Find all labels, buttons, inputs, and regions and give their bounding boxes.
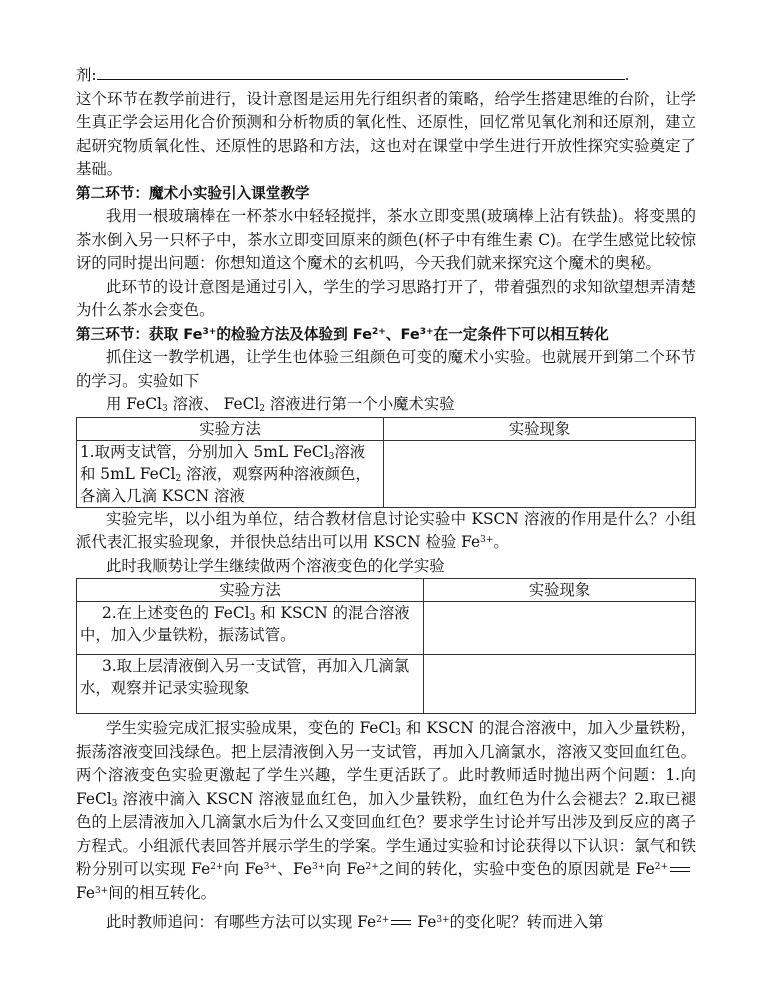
text-part: 。 <box>493 533 509 551</box>
text-part: Fe <box>76 883 95 902</box>
table-header-row <box>77 579 696 602</box>
subscript: 3 <box>328 451 335 462</box>
heading-part: 的检验方法及体验到 Fe <box>216 325 373 343</box>
subscript: 3 <box>249 613 256 623</box>
label-prefix: 剂: <box>76 66 97 84</box>
text-part: 此时教师追问：有哪些方法可以实现 Fe <box>106 913 377 931</box>
subscript: 3 <box>395 728 401 738</box>
text-part: 间的相互转化。 <box>108 883 216 902</box>
text-part: 1.取两支试管，分别加入 5mL FeCl <box>80 442 329 461</box>
text-part: 溶液进行第一个小魔术实验 <box>265 395 455 413</box>
table-header-row <box>77 417 696 440</box>
table-header-result: 实验现象 <box>384 417 696 440</box>
section2-paragraph-1: 我用一根玻璃棒在一杯茶水中轻轻搅拌，茶水立即变黑(玻璃棒上沾有铁盐)。将变黑的茶水倒入另一只杯子中，茶水立即变回原来的颜色(杯子中有维生素 C)。在学生感觉比较惊讶的同时提出问题：你想知道这个魔术的玄机吗，今天我们就来探究这个魔术的奥秘。 <box>76 207 696 272</box>
experiment-table-2 <box>76 578 696 714</box>
text-part: Fe <box>417 913 437 931</box>
text-part: 实验完毕，以小组为单位，结合教材信息讨论实验中 KSCN 溶液的作用是什么？小组派代表汇报实验现象，并很快总结出可以用 KSCN 检验 Fe <box>76 509 696 551</box>
subscript: 3 <box>161 404 168 414</box>
heading-part: 第三环节：获取 Fe <box>76 325 203 343</box>
heading-part: 在一定条件下可以相互转化 <box>433 325 609 343</box>
text-part: 和 KSCN 的混合溶液中，加入少量铁粉，振荡试管。 <box>80 604 410 644</box>
charge-sup: 3+ <box>263 862 277 872</box>
charge-sup: 3+ <box>419 326 434 337</box>
method-cell <box>77 655 424 714</box>
text-part: 向 Fe <box>223 860 264 878</box>
result-cell <box>424 655 696 714</box>
text-part: 溶液和 5mL FeCl <box>80 442 366 483</box>
experiment-table-1 <box>76 417 696 508</box>
text-part: 2.在上述变色的 FeCl <box>102 604 250 622</box>
section3-paragraph-6 <box>76 911 696 935</box>
text-part: 溶液、 FeCl <box>167 395 260 413</box>
subscript: 2 <box>259 404 266 414</box>
table-header-method: 实验方法 <box>77 417 384 440</box>
table-row <box>77 440 696 507</box>
charge-sup: 3+ <box>311 862 326 872</box>
charge-sup: 3+ <box>480 535 494 545</box>
text-part: 和 KSCN 的混合溶液中，加入少量铁粉，振荡溶液变回浅绿色。把上层清液倒入另一支试管，再加入几滴氯水，溶液又变回血红色。两个溶液变色实验更激起了学生兴趣，学生更活跃了。此时教师适时抛出两个问题：1.向 FeCl <box>76 719 696 808</box>
section2-heading: 第二环节：魔术小实验引入课堂教学 <box>76 184 310 202</box>
blank-underline <box>97 65 625 80</box>
equilibrium-arrow-icon <box>670 865 690 875</box>
table-header-result: 实验现象 <box>424 579 696 602</box>
text-part: 向 Fe <box>325 860 366 878</box>
charge-sup: 2+ <box>365 862 379 872</box>
text-part: 3.取上层清液倒入另一支试管，再加入几滴氯水，观察并记录实验现象 <box>80 657 410 697</box>
section3-paragraph-1: 抓住这一教学机遇，让学生也体验三组颜色可变的魔术小实验。也就展开到第二个环节的学习。实验如下 <box>76 348 696 390</box>
charge-sup: 2+ <box>372 326 386 337</box>
result-cell <box>384 440 696 507</box>
section3-paragraph-2 <box>76 393 696 417</box>
text-part: 溶液，观察两种溶液颜色，各滴入几滴 KSCN 溶液 <box>80 464 371 505</box>
equilibrium-arrow-icon <box>391 918 411 928</box>
table-row <box>77 602 696 655</box>
subscript: 3 <box>111 798 118 809</box>
table-row <box>77 655 696 714</box>
heading-part: 、Fe <box>385 325 420 343</box>
section3-paragraph-3 <box>76 508 696 555</box>
charge-sup: 3+ <box>436 915 450 925</box>
charge-sup: 2+ <box>210 862 224 872</box>
table-header-method: 实验方法 <box>77 579 424 602</box>
document-page <box>76 64 696 935</box>
section3-paragraph-5 <box>76 717 696 905</box>
method-cell <box>77 440 384 507</box>
section2-paragraph-2: 此环节的设计意图是通过引入，学生的学习思路打开了，带着强烈的求知欲望想弄清楚为什么茶水会变色。 <box>76 277 696 319</box>
subscript: 2 <box>175 473 182 484</box>
text-part: 溶液中滴入 KSCN 溶液显血红色，加入少量铁粉，血红色为什么会褪去？2.取已褪色的上层清液加入几滴氯水后为什么又变回血红色？要求学生讨论并写出涉及到反应的离子方程式。小组派代表回答并展示学生的学案。学生通过实验和讨论获得以下认识：氯气和铁粉分别可以实现 Fe <box>76 789 696 878</box>
section3-paragraph-4: 此时我顺势让学生继续做两个溶液变色的化学实验 <box>106 556 445 575</box>
result-cell <box>424 602 696 655</box>
fill-in-line <box>76 64 696 88</box>
text-part: 之间的转化，实验中变色的原因就是 Fe <box>378 860 655 878</box>
text-part: 用 FeCl <box>106 395 162 413</box>
text-part: 学生实验完成汇报实验成果，变色的 FeCl <box>106 719 396 737</box>
intro-paragraph: 这个环节在教学前进行，设计意图是运用先行组织者的策略，给学生搭建思维的台阶，让学生真正学会运用化合价预测和分析物质的氧化性、还原性，回忆常见氧化剂和还原剂，建立起研究物质氧化性、还原性的思路和方法，这也对在课堂中学生进行开放性探究实验奠定了基础。 <box>76 89 696 178</box>
charge-sup: 2+ <box>376 915 390 925</box>
text-part: 、Fe <box>276 860 312 878</box>
charge-sup: 2+ <box>654 862 668 872</box>
section3-heading <box>76 323 696 347</box>
text-part: 的变化呢？转而进入第 <box>449 913 604 931</box>
charge-sup: 3+ <box>94 885 109 896</box>
charge-sup: 3+ <box>202 326 217 337</box>
label-suffix: . <box>624 66 630 84</box>
method-cell <box>77 602 424 655</box>
